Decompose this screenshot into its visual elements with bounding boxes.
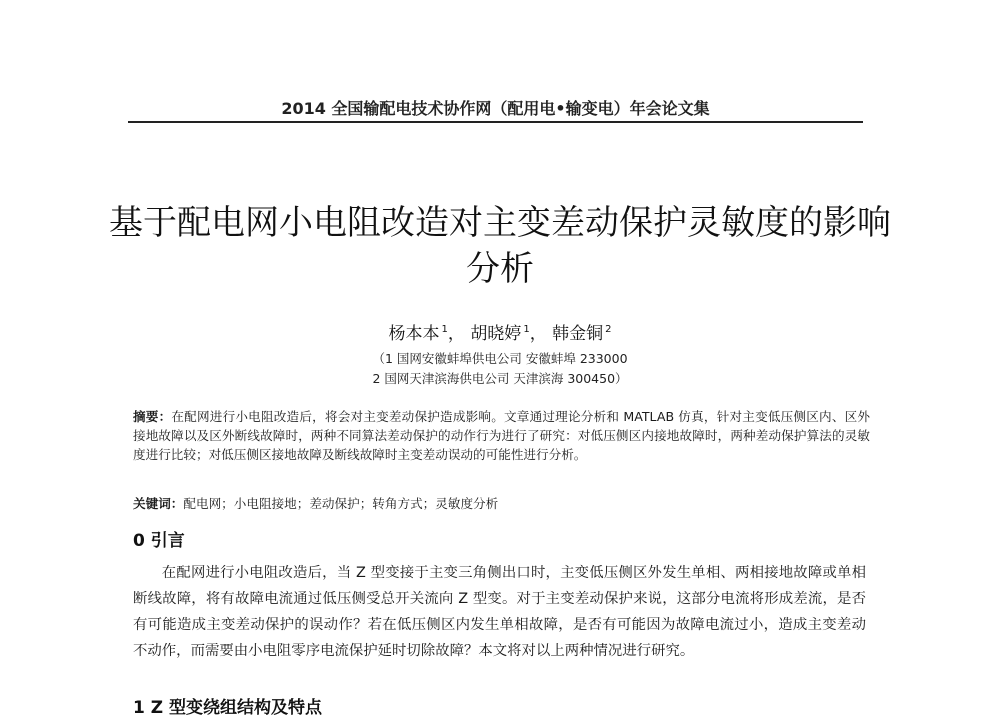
author-name: 韩金铜: [552, 324, 604, 344]
introduction-paragraph: 在配网进行小电阻改造后，当 Z 型变接于主变三角侧出口时，主变低压侧区外发生单相、两相接地故障或单相断线故障，将有故障电流通过低压侧受总开关流向 Z 型变。对于主变差动保护来说，这部分电流将形成差流，是否有可能造成主变差动保护的误动作？若在低压侧区内发生单相故障，是否有可能因为故障电流过小，造成主变差动不动作，而需要由小电阻零序电流保护延时切除故障？本文将对以上两种情况进行研究。: [133, 565, 866, 659]
paper-title: 基于配电网小电阻改造对主变差动保护灵敏度的影响分析: [109, 203, 891, 289]
header-rule: [128, 121, 863, 123]
author-name: 杨本本: [388, 324, 440, 344]
abstract: [133, 407, 870, 464]
section-heading-introduction: 0 引言: [133, 531, 185, 551]
author-separator: ，: [529, 324, 547, 344]
section-heading-z-transformer: 1 Z 型变绕组结构及特点: [133, 698, 322, 718]
keywords-text: 配电网；小电阻接地；差动保护；转角方式；灵敏度分析: [183, 496, 499, 511]
author-affil-mark: 1: [441, 324, 448, 336]
keywords-label: 关键词：: [133, 496, 184, 511]
affiliation-1: （1 国网安徽蚌埠供电公司 安徽蚌埠 233000: [372, 351, 628, 366]
author-line: [200, 319, 800, 344]
running-header: 2014 全国输配电技术协作网（配用电•输变电）年会论文集: [281, 99, 710, 118]
author-affil-mark: 2: [605, 324, 612, 336]
keywords: [133, 494, 870, 513]
author-separator: ，: [447, 324, 465, 344]
affiliation-2: 2 国网天津滨海供电公司 天津滨海 300450）: [372, 371, 628, 386]
abstract-label: 摘要：: [133, 409, 172, 424]
abstract-text: 在配网进行小电阻改造后，将会对主变差动保护造成影响。文章通过理论分析和 MATLAB 仿真，针对主变低压侧区内、区外接地故障以及区外断线故障时，两种不同算法差动保护的动作行为进行了研究：对低压侧区内接地故障时，两种差动保护算法的灵敏度进行比较；对低压侧区接地故障及断线故障时主变差动误动的可能性进行分析。: [133, 409, 871, 462]
author-affil-mark: 1: [523, 324, 530, 336]
author-name: 胡晓婷: [470, 324, 522, 344]
